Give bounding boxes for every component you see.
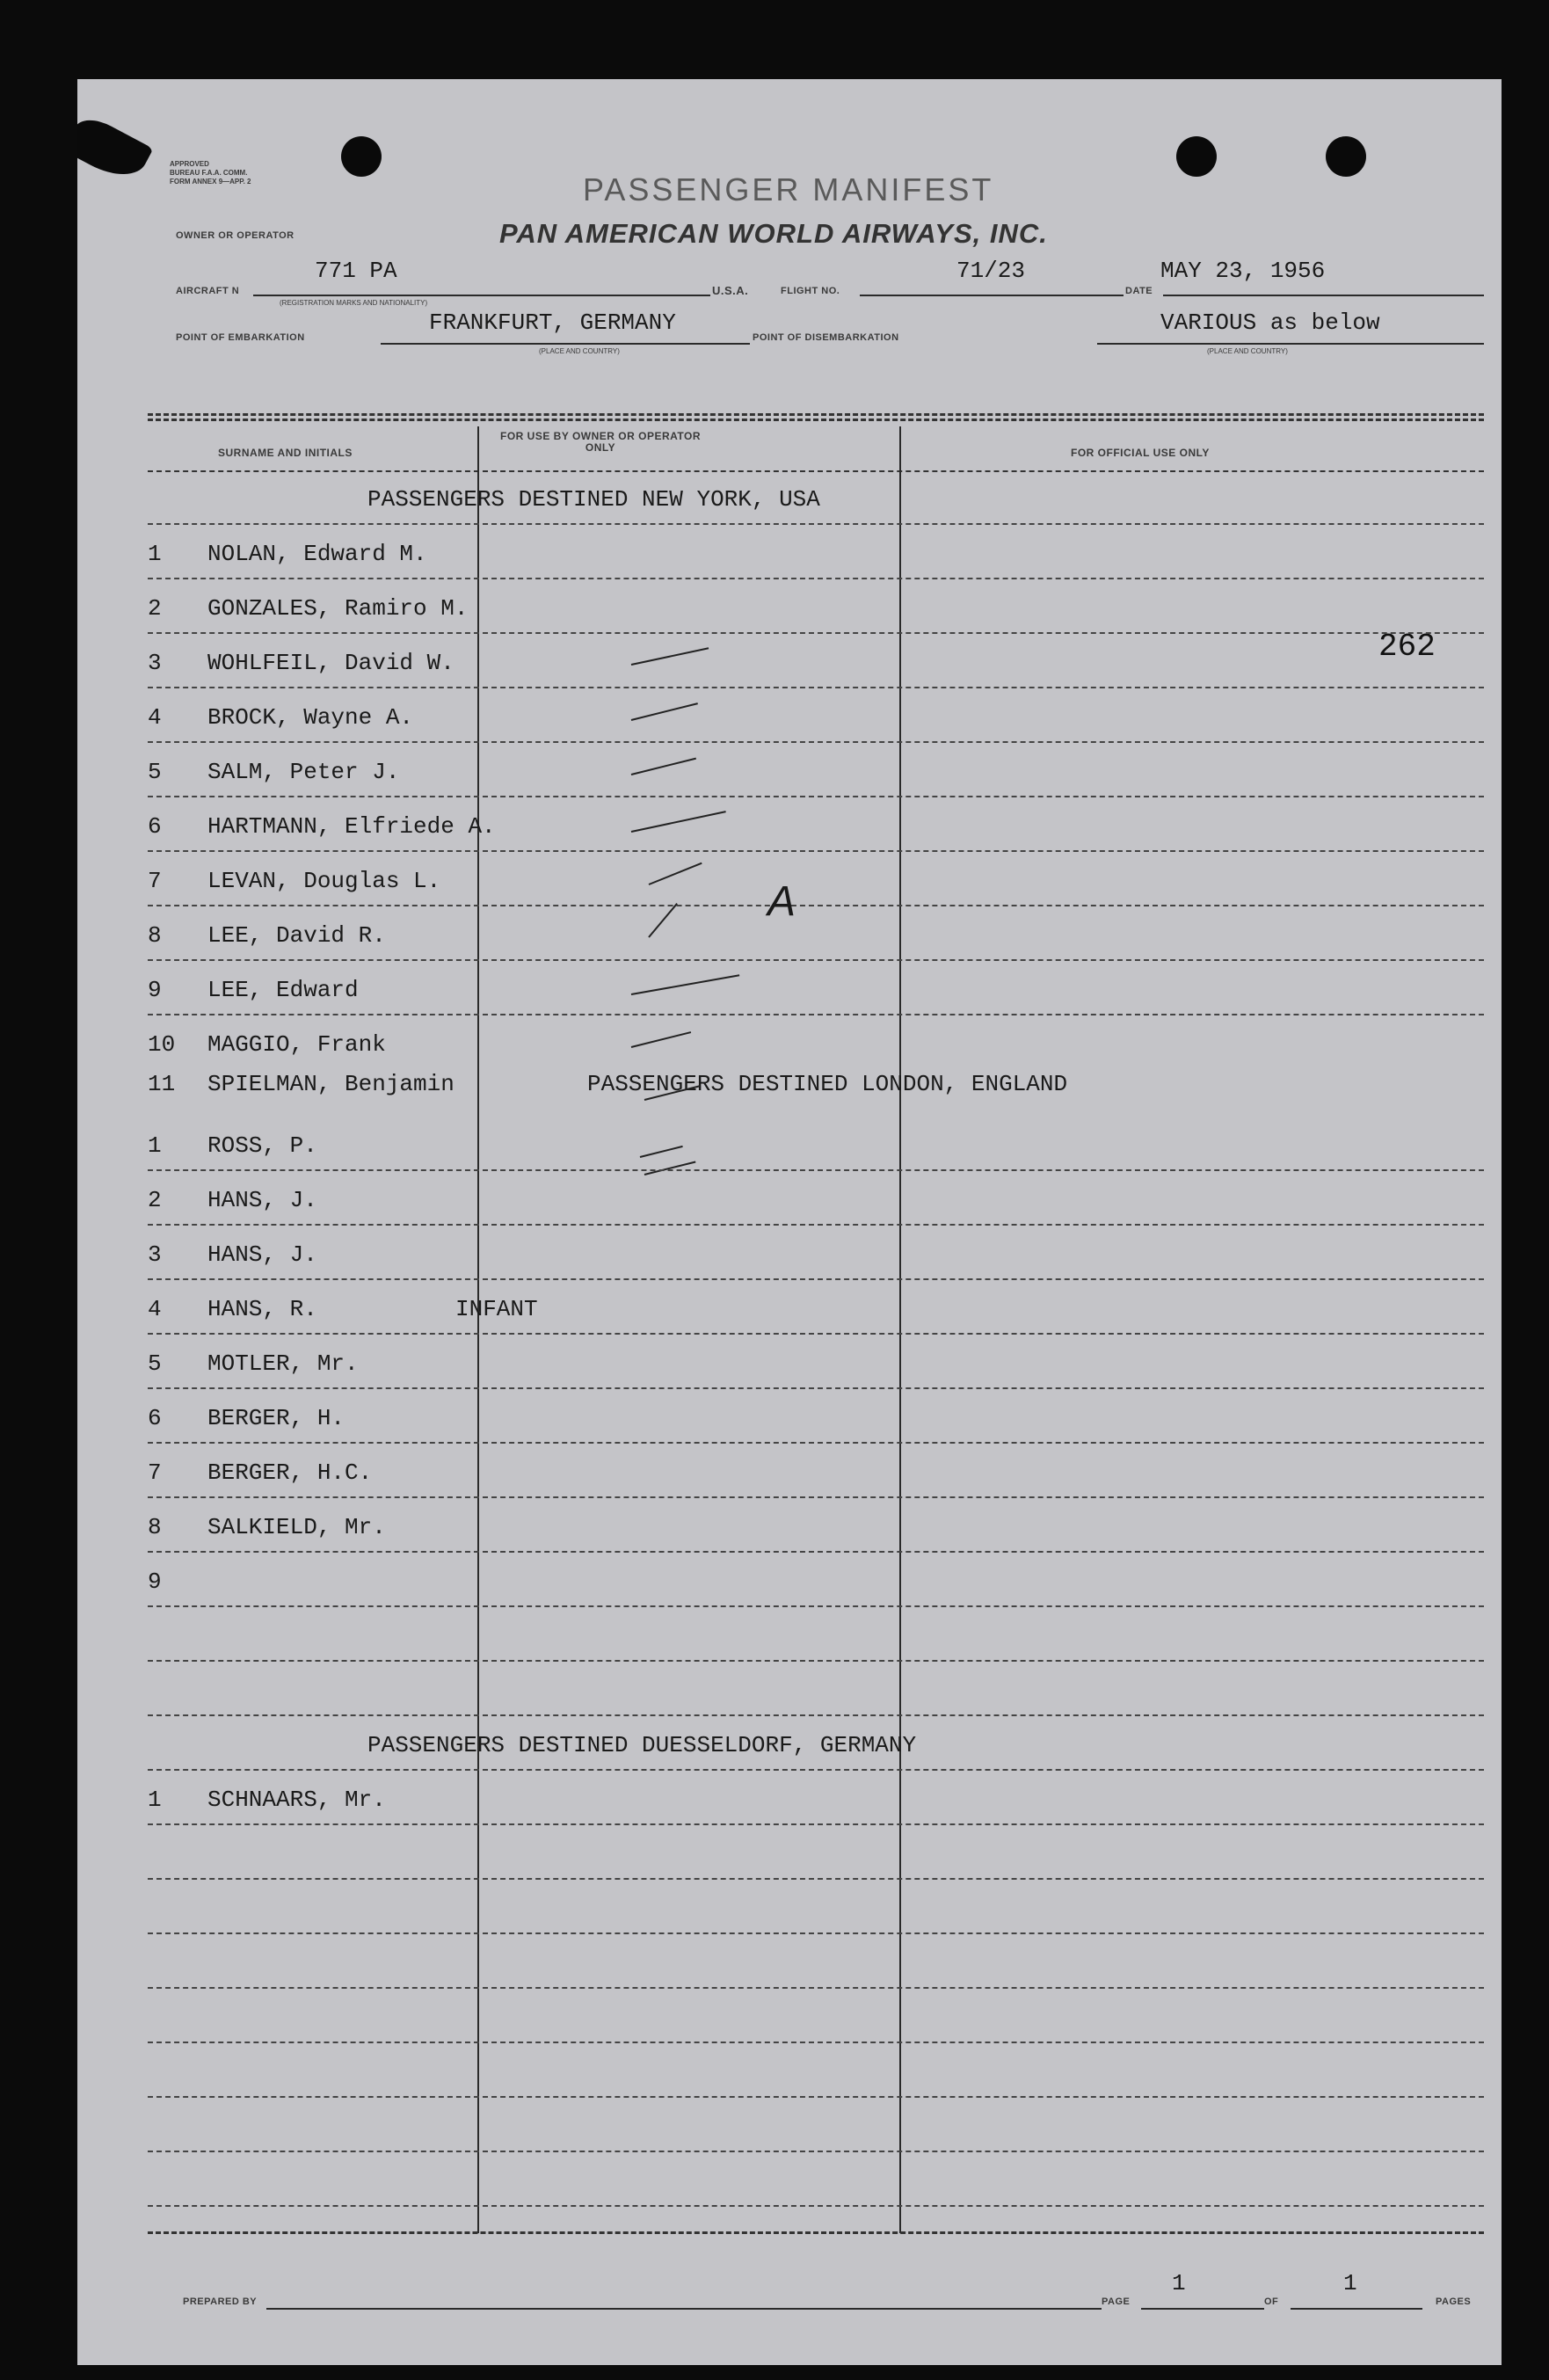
table-top-rule-2 xyxy=(148,419,1484,421)
table-row xyxy=(148,1498,1484,1553)
table-row xyxy=(148,1825,1484,1880)
group-heading: PASSENGERS DESTINED DUESSELDORF, GERMANY xyxy=(367,1732,917,1758)
of-rule xyxy=(1291,2308,1422,2310)
torn-corner xyxy=(77,112,153,187)
row-number: 1 xyxy=(148,1132,162,1159)
approval-line-3: FORM ANNEX 9—APP. 2 xyxy=(170,178,251,186)
row-number: 6 xyxy=(148,1405,162,1431)
passenger-name: NOLAN, Edward M. xyxy=(207,541,427,567)
table-row xyxy=(148,2043,1484,2098)
table-row xyxy=(148,1880,1484,1934)
row-number: 1 xyxy=(148,541,162,567)
table-row xyxy=(148,1444,1484,1498)
table-top-rule-1 xyxy=(148,413,1484,416)
table-row xyxy=(148,961,1484,1015)
table-row xyxy=(148,1607,1484,1662)
passenger-name: BERGER, H. xyxy=(207,1405,345,1431)
handwritten-mark: A xyxy=(767,878,796,925)
of-label: OF xyxy=(1264,2296,1279,2307)
passenger-name: SCHNAARS, Mr. xyxy=(207,1787,386,1813)
row-number: 2 xyxy=(148,1187,162,1213)
disembark-caption: (PLACE AND COUNTRY) xyxy=(1207,347,1288,355)
table-row xyxy=(148,797,1484,852)
row-number: 7 xyxy=(148,1459,162,1486)
punch-hole-right-2 xyxy=(1326,136,1366,177)
table-row xyxy=(148,906,1484,961)
col-header-official: FOR OFFICIAL USE ONLY xyxy=(1071,447,1210,459)
punch-hole-right-1 xyxy=(1176,136,1217,177)
row-number: 3 xyxy=(148,650,162,676)
table-row xyxy=(148,1171,1484,1226)
table-bottom-rule xyxy=(148,2231,1484,2234)
passenger-name: LEE, Edward xyxy=(207,977,359,1003)
of-value: 1 xyxy=(1343,2270,1357,2296)
aircraft-value: 771 PA xyxy=(315,258,397,284)
table-row xyxy=(148,2152,1484,2207)
passenger-name: SPIELMAN, Benjamin xyxy=(207,1071,455,1097)
pages-label: PAGES xyxy=(1436,2296,1472,2307)
page-rule xyxy=(1141,2308,1264,2310)
passenger-name: ROSS, P. xyxy=(207,1132,317,1159)
row-number: 5 xyxy=(148,759,162,785)
passenger-name: MOTLER, Mr. xyxy=(207,1350,359,1377)
passenger-name: BERGER, H.C. xyxy=(207,1459,373,1486)
table-row xyxy=(148,525,1484,579)
passenger-name: HANS, R. xyxy=(207,1296,317,1322)
passenger-name: HANS, J. xyxy=(207,1241,317,1268)
table-row xyxy=(148,1553,1484,1607)
table-row xyxy=(148,1226,1484,1280)
table-row xyxy=(148,634,1484,688)
row-number: 11 xyxy=(148,1071,176,1097)
col-header-owner: FOR USE BY OWNER OR OPERATOR ONLY xyxy=(499,430,702,454)
table-row xyxy=(148,2098,1484,2152)
embark-label: POINT OF EMBARKATION xyxy=(176,332,305,343)
flight-rule xyxy=(860,295,1124,296)
row-number: 4 xyxy=(148,1296,162,1322)
prepared-label: PREPARED BY xyxy=(183,2296,258,2307)
row-number: 5 xyxy=(148,1350,162,1377)
row-number: 9 xyxy=(148,1568,162,1595)
row-number: 4 xyxy=(148,704,162,731)
row-number: 2 xyxy=(148,595,162,622)
aircraft-label: AIRCRAFT N xyxy=(176,286,240,296)
table-row xyxy=(148,579,1484,634)
embark-caption: (PLACE AND COUNTRY) xyxy=(539,347,620,355)
table-row xyxy=(148,1934,1484,1989)
approval-line-2: BUREAU F.A.A. COMM. xyxy=(170,169,248,177)
group-heading-row xyxy=(148,1716,1484,1771)
table-row xyxy=(148,688,1484,743)
passenger-name: SALM, Peter J. xyxy=(207,759,400,785)
group-heading: PASSENGERS DESTINED LONDON, ENGLAND xyxy=(587,1071,1068,1097)
disembark-rule xyxy=(1097,343,1484,345)
table-row xyxy=(148,1771,1484,1825)
date-rule xyxy=(1163,295,1484,296)
punch-hole-left xyxy=(341,136,382,177)
passenger-name: GONZALES, Ramiro M. xyxy=(207,595,469,622)
table-row xyxy=(148,1280,1484,1335)
passenger-name: LEE, David R. xyxy=(207,922,386,949)
approval-stamp xyxy=(170,160,251,186)
usa-label: U.S.A. xyxy=(712,284,749,297)
row-number: 10 xyxy=(148,1031,176,1058)
manifest-page xyxy=(77,79,1502,2365)
aircraft-caption: (REGISTRATION MARKS AND NATIONALITY) xyxy=(280,299,428,307)
row-number: 1 xyxy=(148,1787,162,1813)
page-label: PAGE xyxy=(1102,2296,1131,2307)
table-row xyxy=(148,1335,1484,1389)
row-number: 3 xyxy=(148,1241,162,1268)
passenger-name: MAGGIO, Frank xyxy=(207,1031,386,1058)
passenger-name: HARTMANN, Elfriede A. xyxy=(207,813,496,840)
flight-label: FLIGHT NO. xyxy=(781,286,840,296)
date-label: DATE xyxy=(1125,286,1153,296)
table-row xyxy=(148,1989,1484,2043)
table-row xyxy=(148,1662,1484,1716)
date-value: MAY 23, 1956 xyxy=(1160,258,1326,284)
owner-label: OWNER OR OPERATOR xyxy=(176,230,295,241)
passenger-note: INFANT xyxy=(455,1296,538,1322)
airline-name: PAN AMERICAN WORLD AIRWAYS, INC. xyxy=(499,218,1048,249)
table-row xyxy=(148,1055,1484,1110)
form-title: PASSENGER MANIFEST xyxy=(583,171,994,207)
row-number: 6 xyxy=(148,813,162,840)
passenger-name: LEVAN, Douglas L. xyxy=(207,868,441,894)
approval-line-1: APPROVED xyxy=(170,160,209,168)
group-heading: PASSENGERS DESTINED NEW YORK, USA xyxy=(367,486,820,513)
table-row xyxy=(148,852,1484,906)
col-header-surname: SURNAME AND INITIALS xyxy=(218,447,353,459)
passenger-name: SALKIELD, Mr. xyxy=(207,1514,386,1540)
disembark-label: POINT OF DISEMBARKATION xyxy=(753,332,899,343)
row-number: 9 xyxy=(148,977,162,1003)
passenger-name: WOHLFEIL, David W. xyxy=(207,650,455,676)
group-heading-row xyxy=(148,470,1484,525)
passenger-name: HANS, J. xyxy=(207,1187,317,1213)
table-row xyxy=(148,743,1484,797)
page-value: 1 xyxy=(1172,2270,1186,2296)
row-number: 8 xyxy=(148,1514,162,1540)
aircraft-rule xyxy=(253,295,710,296)
prepared-rule xyxy=(266,2308,1102,2310)
flight-value: 71/23 xyxy=(956,258,1026,284)
row-number: 8 xyxy=(148,922,162,949)
row-number: 7 xyxy=(148,868,162,894)
disembark-value: VARIOUS as below xyxy=(1160,309,1380,336)
embark-value: FRANKFURT, GERMANY xyxy=(429,309,676,336)
passenger-name: BROCK, Wayne A. xyxy=(207,704,414,731)
official-number: 262 xyxy=(1378,629,1436,665)
table-row xyxy=(148,1117,1484,1171)
embark-rule xyxy=(381,343,750,345)
table-row xyxy=(148,1389,1484,1444)
